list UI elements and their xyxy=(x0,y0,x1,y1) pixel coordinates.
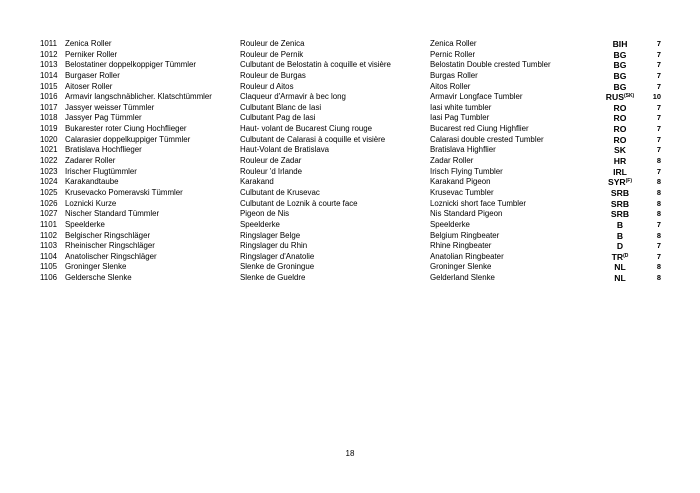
country-code-text: SRB xyxy=(610,187,630,198)
country-code xyxy=(598,252,642,263)
breed-name-french: Ringslager d'Anatolie xyxy=(240,251,315,261)
country-code xyxy=(598,92,642,103)
breed-name-french: Culbutant de Loznik à courte face xyxy=(240,198,358,208)
country-code-text: B xyxy=(616,219,624,230)
group-number: 8 xyxy=(656,273,661,283)
breed-name-french: Rouleur de Burgas xyxy=(240,70,306,80)
table-row xyxy=(0,241,700,252)
country-code-text: BG xyxy=(613,49,627,60)
country-code xyxy=(598,209,642,220)
country-code xyxy=(598,220,642,231)
breed-name-french: Rouleur de Pernik xyxy=(240,49,304,59)
country-code-text: BG xyxy=(613,81,627,92)
table-row xyxy=(0,199,700,210)
breed-number: 1106 xyxy=(40,273,57,283)
breed-number: 1104 xyxy=(40,251,57,261)
table-row xyxy=(0,39,700,50)
group-number: 10 xyxy=(652,92,661,102)
breed-name-french: Rouleur de Zenica xyxy=(240,39,305,48)
breed-name-german: Belgischer Ringschläger xyxy=(65,230,151,240)
country-code xyxy=(598,145,642,156)
breed-name-french: Culbutant de Krusevac xyxy=(240,187,320,197)
table-row xyxy=(0,167,700,178)
breed-table xyxy=(0,39,700,284)
table-row xyxy=(0,50,700,61)
breed-name-english: Burgas Roller xyxy=(430,70,478,80)
table-row xyxy=(0,156,700,167)
breed-name-english: Armavir Longface Tumbler xyxy=(430,92,523,102)
country-code xyxy=(598,262,642,273)
breed-name-english: Iasi white tumbler xyxy=(430,102,492,112)
breed-name-english: Groninger Slenke xyxy=(430,262,492,272)
breed-number: 1011 xyxy=(40,39,57,48)
breed-name-english: Loznicki short face Tumbler xyxy=(430,198,527,208)
breed-name-french: Pigeon de Nis xyxy=(240,209,290,219)
group-number: 8 xyxy=(656,198,661,208)
breed-name-french: Rouleur de Zadar xyxy=(240,156,302,166)
breed-name-german: Armavir langschnäblicher. Klatschtümmler xyxy=(65,92,212,102)
country-code xyxy=(598,241,642,252)
breed-name-english: Aitos Roller xyxy=(430,81,471,91)
group-number: 8 xyxy=(656,230,661,240)
breed-name-english: Rhine Ringbeater xyxy=(430,241,492,251)
table-row xyxy=(0,209,700,220)
group-number: 7 xyxy=(656,241,661,251)
country-code-text: B xyxy=(616,230,624,241)
country-code-text: SRB xyxy=(610,209,630,220)
table-row xyxy=(0,145,700,156)
breed-name-german: Belostatiner doppelkoppiger Tümmler xyxy=(65,60,196,70)
breed-name-german: Bratislava Hochflieger xyxy=(65,145,142,155)
breed-number: 1102 xyxy=(40,230,57,240)
breed-name-english: Nis Standard Pigeon xyxy=(430,209,503,219)
breed-name-english: Belostatin Double crested Tumbler xyxy=(430,60,551,70)
breed-name-french: Culbutant de Calarasi à coquille et visière xyxy=(240,134,386,144)
breed-name-french: Claqueur d'Armavir à bec long xyxy=(240,92,346,102)
country-code xyxy=(598,124,642,135)
country-code-text: BG xyxy=(613,60,627,71)
breed-number: 1020 xyxy=(40,134,58,144)
group-number: 8 xyxy=(656,156,661,166)
breed-name-french: Culbutant Blanc de Iasi xyxy=(240,102,322,112)
group-number: 7 xyxy=(656,70,661,80)
breed-name-german: Groninger Slenke xyxy=(65,262,127,272)
breed-name-german: Calarasier doppelkuppiger Tümmler xyxy=(65,134,191,144)
table-row xyxy=(0,71,700,82)
breed-name-german: Zadarer Roller xyxy=(65,156,116,166)
table-row xyxy=(0,252,700,263)
breed-name-french: Rouleur 'd Irlande xyxy=(240,166,303,176)
breed-name-english: Speelderke xyxy=(430,219,470,229)
table-row xyxy=(0,262,700,273)
group-number: 8 xyxy=(656,187,661,197)
breed-name-french: Culbutant de Belostatin à coquille et visière xyxy=(240,60,391,70)
breed-name-german: Loznicki Kurze xyxy=(65,198,117,208)
breed-name-french: Slenke de Gueldre xyxy=(240,273,306,283)
group-number: 7 xyxy=(656,81,661,91)
breed-number: 1019 xyxy=(40,124,58,134)
country-code-text: TR xyxy=(611,251,624,262)
group-number: 7 xyxy=(656,145,661,155)
country-code xyxy=(598,199,642,210)
breed-name-german: Speelderke xyxy=(65,219,105,229)
country-code-text: SK xyxy=(614,145,626,156)
country-code-text: D xyxy=(616,241,624,252)
breed-name-german: Jassyer weisser Tümmler xyxy=(65,102,155,112)
breed-name-french: Karakand xyxy=(240,177,274,187)
table-row xyxy=(0,135,700,146)
breed-name-french: Ringslager Belge xyxy=(240,230,301,240)
table-row xyxy=(0,188,700,199)
country-code-text: HR xyxy=(613,156,627,167)
breed-name-english: Belgium Ringbeater xyxy=(430,230,500,240)
country-code-superscript: (F) xyxy=(625,178,633,185)
country-code xyxy=(598,167,642,178)
group-number: 7 xyxy=(656,49,661,59)
group-number: 7 xyxy=(656,219,661,229)
breed-number: 1027 xyxy=(40,209,58,219)
breed-name-english: Krusevac Tumbler xyxy=(430,187,494,197)
table-row xyxy=(0,231,700,242)
breed-name-english: Iasi Pag Tumbler xyxy=(430,113,490,123)
breed-name-french: Haut-Volant de Bratislava xyxy=(240,145,330,155)
group-number: 7 xyxy=(656,60,661,70)
breed-name-english: Anatolian Ringbeater xyxy=(430,251,504,261)
breed-number: 1105 xyxy=(40,262,57,272)
breed-name-german: Geldersche Slenke xyxy=(65,273,132,283)
breed-number: 1026 xyxy=(40,198,58,208)
country-code-text: NL xyxy=(614,262,626,273)
country-code-text: BIH xyxy=(612,39,628,49)
group-number: 7 xyxy=(656,124,661,134)
breed-name-english: Pernic Roller xyxy=(430,49,476,59)
breed-name-german: Perniker Roller xyxy=(65,49,118,59)
group-number: 7 xyxy=(656,166,661,176)
breed-number: 1022 xyxy=(40,156,58,166)
breed-number: 1012 xyxy=(40,49,58,59)
breed-number: 1013 xyxy=(40,60,58,70)
country-code-superscript: (D xyxy=(623,252,629,259)
breed-name-german: Aitoser Roller xyxy=(65,81,113,91)
breed-name-german: Rheinischer Ringschläger xyxy=(65,241,155,251)
breed-name-english: Zadar Roller xyxy=(430,156,474,166)
breed-name-english: Irisch Flying Tumbler xyxy=(430,166,503,176)
breed-name-german: Jassyer Pag Tümmler xyxy=(65,113,142,123)
country-code-text: SYR xyxy=(607,177,626,188)
group-number: 7 xyxy=(656,134,661,144)
breed-name-german: Burgaser Roller xyxy=(65,70,120,80)
breed-name-german: Krusevacko Pomeravski Tümmler xyxy=(65,187,183,197)
breed-name-german: Bukarester roter Ciung Hochflieger xyxy=(65,124,187,134)
group-number: 8 xyxy=(656,177,661,187)
table-row xyxy=(0,60,700,71)
table-row xyxy=(0,82,700,93)
table-row xyxy=(0,124,700,135)
breed-name-french: Speelderke xyxy=(240,219,280,229)
breed-name-french: Culbutant Pag de Iasi xyxy=(240,113,316,123)
breed-number: 1021 xyxy=(40,145,58,155)
table-row xyxy=(0,273,700,284)
country-code-text: BG xyxy=(613,70,627,81)
country-code xyxy=(598,82,642,93)
breed-number: 1018 xyxy=(40,113,58,123)
group-number: 8 xyxy=(656,209,661,219)
breed-name-french: Rouleur d Aitos xyxy=(240,81,294,91)
breed-name-english: Calarasi double crested Tumbler xyxy=(430,134,544,144)
breed-name-french: Haut- volant de Bucarest Ciung rouge xyxy=(240,124,373,134)
table-row xyxy=(0,113,700,124)
breed-name-german: Anatolischer Ringschläger xyxy=(65,251,157,261)
breed-number: 1101 xyxy=(40,219,57,229)
breed-name-german: Karakandtaube xyxy=(65,177,119,187)
breed-name-english: Bucarest red Ciung Highflier xyxy=(430,124,529,134)
breed-name-french: Slenke de Groningue xyxy=(240,262,315,272)
country-code-text: RUS xyxy=(605,92,624,103)
breed-number: 1023 xyxy=(40,166,58,176)
breed-number: 1015 xyxy=(40,81,58,91)
country-code xyxy=(598,71,642,82)
breed-name-german: Nischer Standard Tümmler xyxy=(65,209,160,219)
country-code xyxy=(598,113,642,124)
country-code xyxy=(598,39,642,50)
country-code-text: RO xyxy=(613,134,627,145)
breed-name-french: Ringslager du Rhin xyxy=(240,241,308,251)
country-code xyxy=(598,60,642,71)
table-row xyxy=(0,92,700,103)
country-code-text: RO xyxy=(613,124,627,135)
country-code xyxy=(598,156,642,167)
group-number: 8 xyxy=(656,262,661,272)
table-row xyxy=(0,177,700,188)
country-code-text: IRL xyxy=(613,166,627,177)
page-number: 18 xyxy=(345,449,355,458)
country-code-superscript: (SK) xyxy=(623,93,635,100)
breed-number: 1014 xyxy=(40,70,58,80)
breed-name-english: Zenica Roller xyxy=(430,39,477,48)
group-number: 7 xyxy=(656,113,661,123)
breed-number: 1017 xyxy=(40,102,58,112)
country-code xyxy=(598,50,642,61)
breed-name-german: Zenica Roller xyxy=(65,39,112,48)
breed-number: 1025 xyxy=(40,187,58,197)
table-row xyxy=(0,220,700,231)
country-code-text: RO xyxy=(613,102,627,113)
group-number: 7 xyxy=(656,102,661,112)
country-code-text: RO xyxy=(613,113,627,124)
country-code xyxy=(598,188,642,199)
country-code xyxy=(598,273,642,284)
country-code xyxy=(598,103,642,114)
breed-number: 1016 xyxy=(40,92,58,102)
breed-name-english: Gelderland Slenke xyxy=(430,273,495,283)
country-code-text: SRB xyxy=(610,198,630,209)
group-number: 7 xyxy=(656,251,661,261)
country-code xyxy=(598,177,642,188)
country-code xyxy=(598,135,642,146)
breed-name-german: Irischer Flugtümmler xyxy=(65,166,137,176)
country-code-text: NL xyxy=(614,273,626,284)
group-number: 7 xyxy=(656,39,661,48)
breed-name-english: Bratislava Highflier xyxy=(430,145,496,155)
country-code xyxy=(598,231,642,242)
breed-number: 1103 xyxy=(40,241,57,251)
breed-number: 1024 xyxy=(40,177,58,187)
table-row xyxy=(0,103,700,114)
breed-name-english: Karakand Pigeon xyxy=(430,177,491,187)
